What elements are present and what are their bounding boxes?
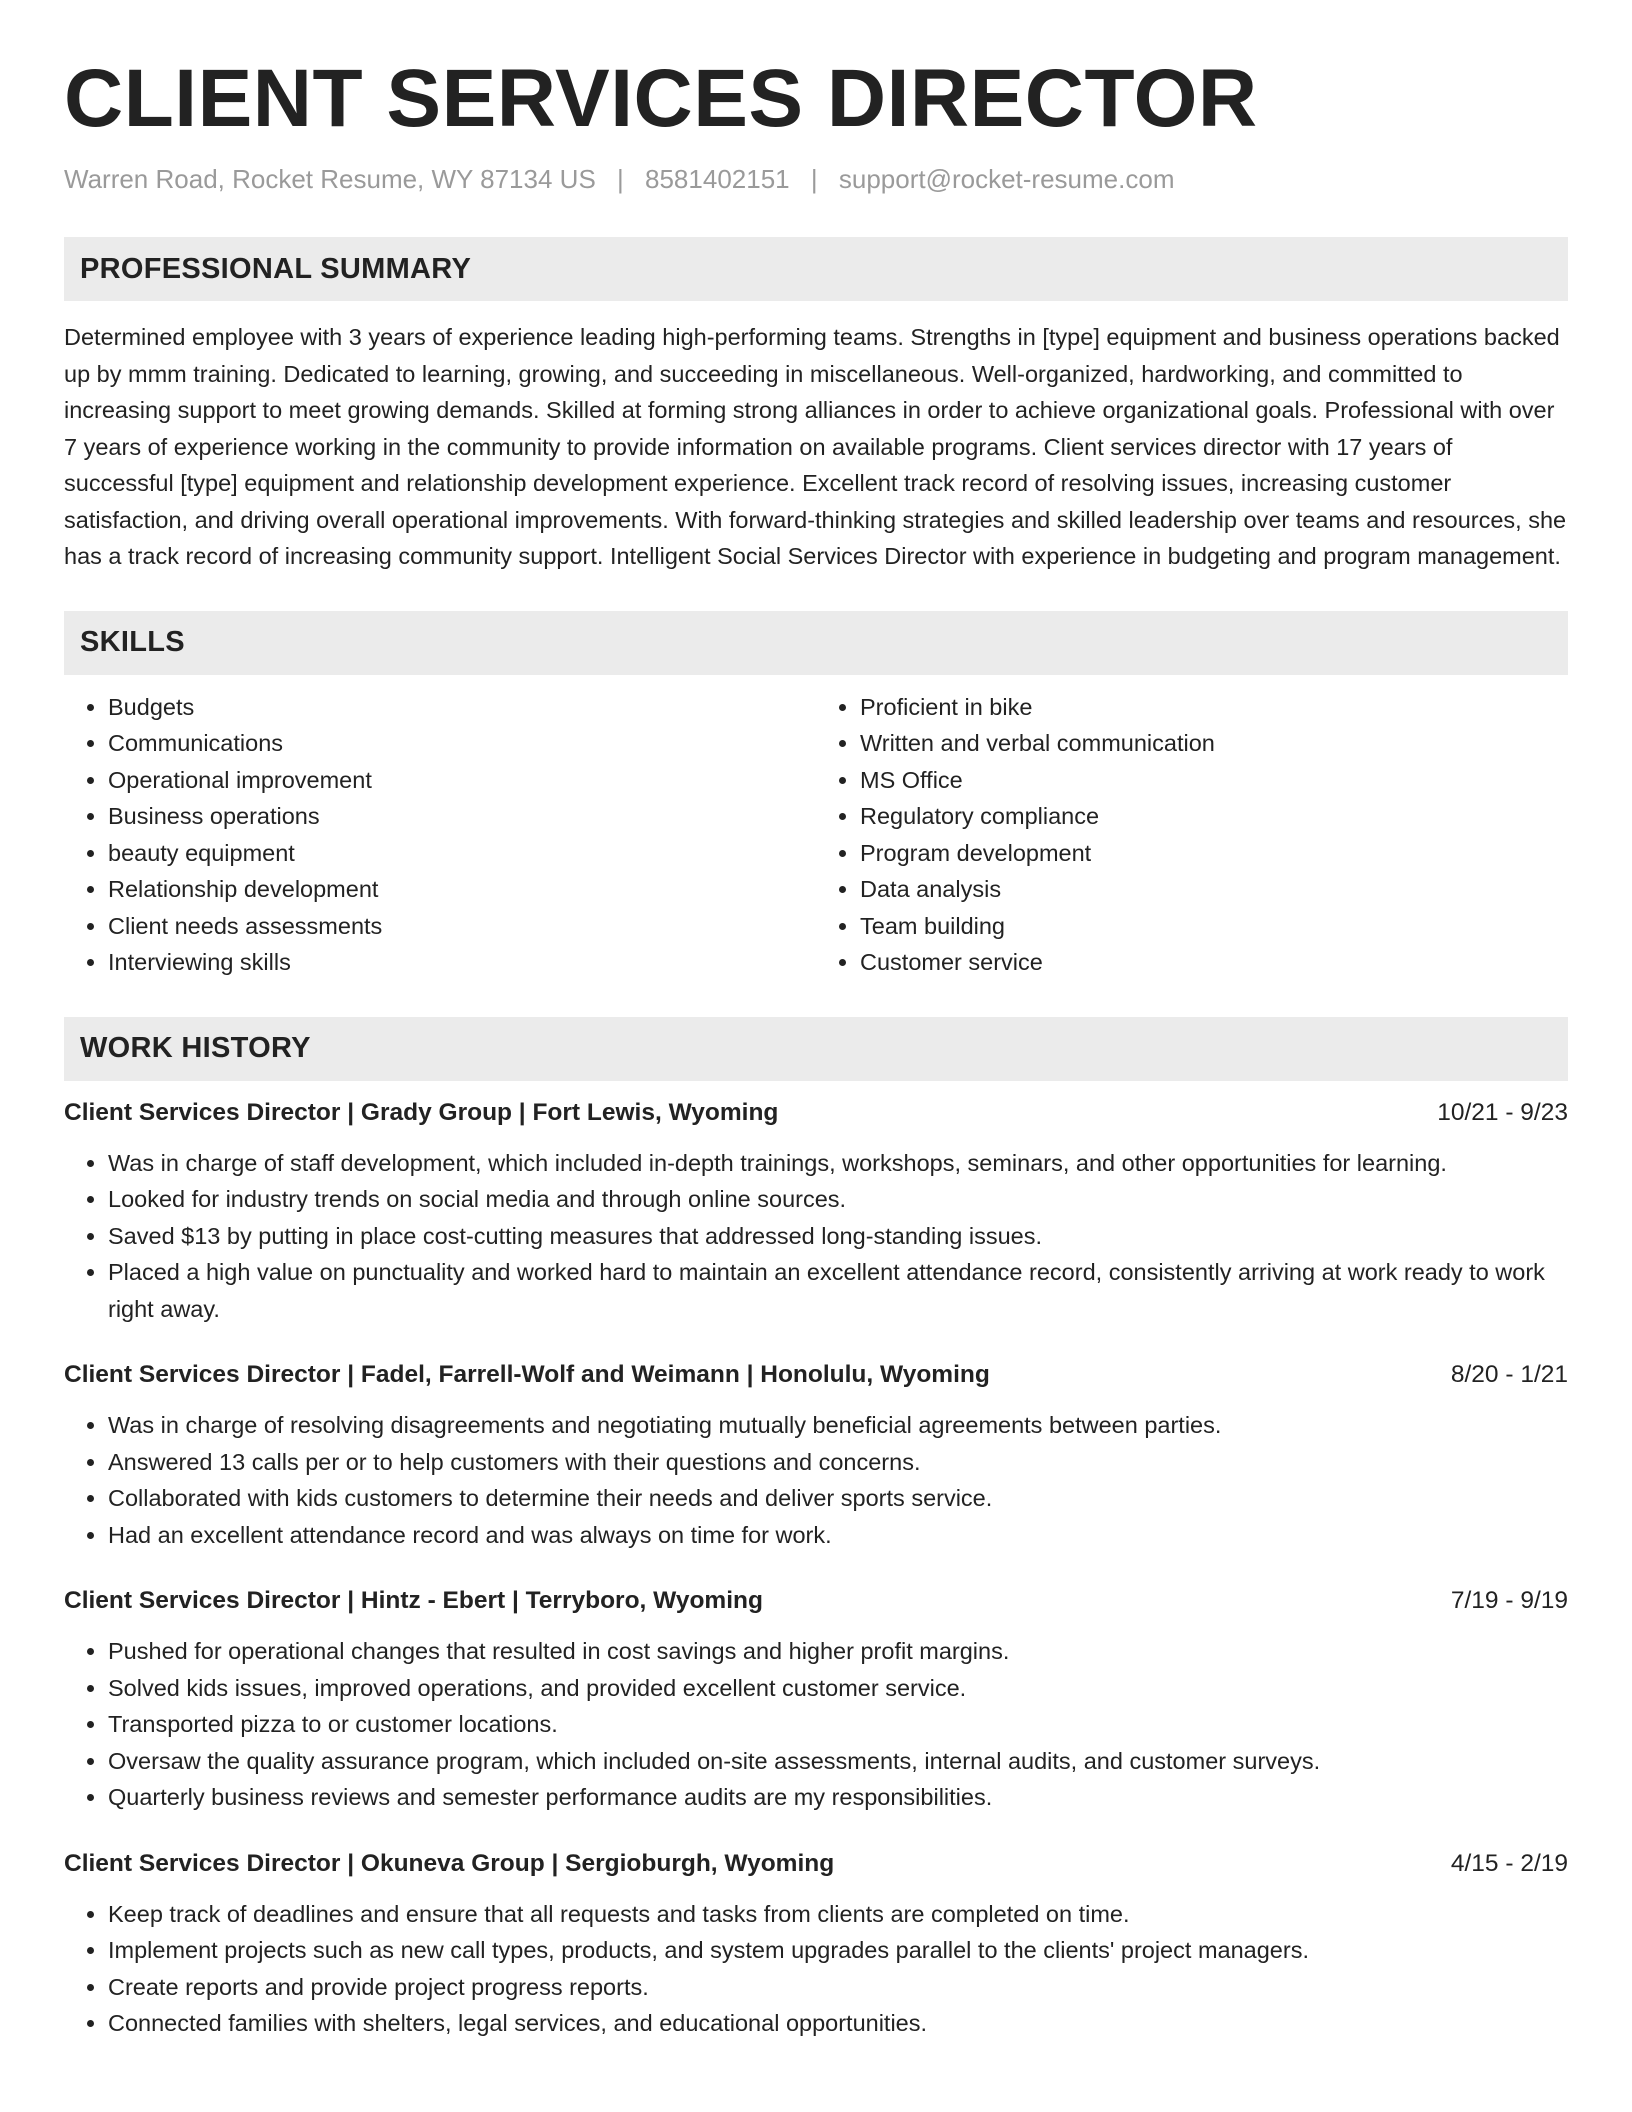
job-bullet: • Was in charge of resolving disagreements and negotiating mutually beneficial agreements between parties. bbox=[108, 1407, 1568, 1444]
job-dates: 7/19 - 9/19 bbox=[1450, 1587, 1568, 1615]
contact-email: support@rocket-resume.com bbox=[838, 164, 1175, 195]
job-bullet: • Keep track of deadlines and ensure that all requests and tasks from clients are completed on time. bbox=[108, 1896, 1568, 1933]
skills-heading: SKILLS bbox=[64, 611, 1568, 675]
job-bullet: • Transported pizza to or customer locations. bbox=[108, 1706, 1568, 1743]
skills-column-right bbox=[816, 689, 1568, 981]
contact-line bbox=[64, 164, 1568, 195]
job-bullet: • Was in charge of staff development, which included in-depth trainings, workshops, seminars, and other opportunities for learning. bbox=[108, 1145, 1568, 1182]
job-title: Client Services Director | Okuneva Group | Sergioburgh, Wyoming bbox=[64, 1849, 835, 1877]
job-bullets bbox=[64, 1633, 1568, 1816]
skill-item: • Interviewing skills bbox=[108, 944, 816, 981]
skill-item: • Relationship development bbox=[108, 871, 816, 908]
job-bullet: • Collaborated with kids customers to determine their needs and deliver sports service. bbox=[108, 1480, 1568, 1517]
job-bullets bbox=[64, 1407, 1568, 1553]
summary-text: Determined employee with 3 years of experience leading high-performing teams. Strengths in [type] equipment and business operations backed up by mmm training. Dedicated to learning, growing, and succeeding in miscellaneous. Well-organized, hardworking, and committed to increasing support to meet growing demands. Skilled at forming strong alliances in order to achieve organizational goals. Professional with over 7 years of experience working in the community to provide information on available programs. Client services director with 17 years of successful [type] equipment and relationship development experience. Excellent track record of resolving issues, increasing customer satisfaction, and driving overall operational improvements. With forward-thinking strategies and skilled leadership over teams and resources, she has a track record of increasing community support. Intelligent Social Services Director with experience in budgeting and program management. bbox=[64, 324, 1567, 570]
job-bullets bbox=[64, 1896, 1568, 2042]
job-title: Client Services Director | Hintz - Ebert | Terryboro, Wyoming bbox=[64, 1587, 763, 1615]
job-bullet: • Create reports and provide project progress reports. bbox=[108, 1969, 1568, 2006]
skill-item: • Operational improvement bbox=[108, 762, 816, 799]
skill-item: • Regulatory compliance bbox=[860, 798, 1568, 835]
contact-phone: 8581402151 bbox=[645, 164, 790, 195]
skill-item: • Client needs assessments bbox=[108, 908, 816, 945]
skills-list bbox=[64, 689, 1568, 981]
job-header bbox=[64, 1583, 1568, 1619]
skill-item: • Budgets bbox=[108, 689, 816, 726]
job-title: Client Services Director | Grady Group | Fort Lewis, Wyoming bbox=[64, 1098, 779, 1126]
skills-column-left bbox=[64, 689, 816, 981]
job-bullet: • Quarterly business reviews and semester performance audits are my responsibilities. bbox=[108, 1779, 1568, 1816]
skill-item: • MS Office bbox=[860, 762, 1568, 799]
job-bullet: • Connected families with shelters, legal services, and educational opportunities. bbox=[108, 2005, 1568, 2042]
job-entry bbox=[64, 1095, 1568, 1328]
skill-item: • Business operations bbox=[108, 798, 816, 835]
job-bullet: • Implement projects such as new call types, products, and system upgrades parallel to the clients' project managers. bbox=[108, 1932, 1568, 1969]
job-bullets bbox=[64, 1145, 1568, 1328]
job-dates: 10/21 - 9/23 bbox=[1437, 1098, 1568, 1126]
skill-item: • Team building bbox=[860, 908, 1568, 945]
job-bullet: • Solved kids issues, improved operations, and provided excellent customer service. bbox=[108, 1670, 1568, 1707]
job-bullet: • Placed a high value on punctuality and worked hard to maintain an excellent attendance record, consistently arriving at work ready to work right away. bbox=[108, 1254, 1568, 1327]
skill-item: • beauty equipment bbox=[108, 835, 816, 872]
work-history-heading: WORK HISTORY bbox=[64, 1017, 1568, 1081]
summary-heading: PROFESSIONAL SUMMARY bbox=[64, 237, 1568, 301]
job-dates: 8/20 - 1/21 bbox=[1450, 1361, 1568, 1389]
contact-separator: | bbox=[617, 164, 624, 195]
job-entry bbox=[64, 1357, 1568, 1553]
job-entry bbox=[64, 1846, 1568, 2042]
job-header bbox=[64, 1357, 1568, 1393]
skill-item: • Written and verbal communication bbox=[860, 725, 1568, 762]
skill-item: • Proficient in bike bbox=[860, 689, 1568, 726]
skill-item: • Program development bbox=[860, 835, 1568, 872]
skill-item: • Data analysis bbox=[860, 871, 1568, 908]
job-header bbox=[64, 1846, 1568, 1882]
job-bullet: • Answered 13 calls per or to help customers with their questions and concerns. bbox=[108, 1444, 1568, 1481]
job-bullet: • Looked for industry trends on social media and through online sources. bbox=[108, 1181, 1568, 1218]
job-header bbox=[64, 1095, 1568, 1131]
job-title: Client Services Director | Fadel, Farrell-Wolf and Weimann | Honolulu, Wyoming bbox=[64, 1361, 990, 1389]
job-bullet: • Pushed for operational changes that resulted in cost savings and higher profit margins. bbox=[108, 1633, 1568, 1670]
job-bullet: • Saved $13 by putting in place cost-cutting measures that addressed long-standing issues. bbox=[108, 1218, 1568, 1255]
job-entry bbox=[64, 1583, 1568, 1816]
skill-item: • Communications bbox=[108, 725, 816, 762]
resume-title: CLIENT SERVICES DIRECTOR bbox=[64, 53, 1258, 144]
job-bullet: • Had an excellent attendance record and was always on time for work. bbox=[108, 1517, 1568, 1554]
contact-address: Warren Road, Rocket Resume, WY 87134 US bbox=[64, 164, 596, 195]
job-bullet: • Oversaw the quality assurance program, which included on-site assessments, internal audits, and customer surveys. bbox=[108, 1743, 1568, 1780]
job-dates: 4/15 - 2/19 bbox=[1450, 1849, 1568, 1877]
skill-item: • Customer service bbox=[860, 944, 1568, 981]
contact-separator: | bbox=[810, 164, 818, 195]
